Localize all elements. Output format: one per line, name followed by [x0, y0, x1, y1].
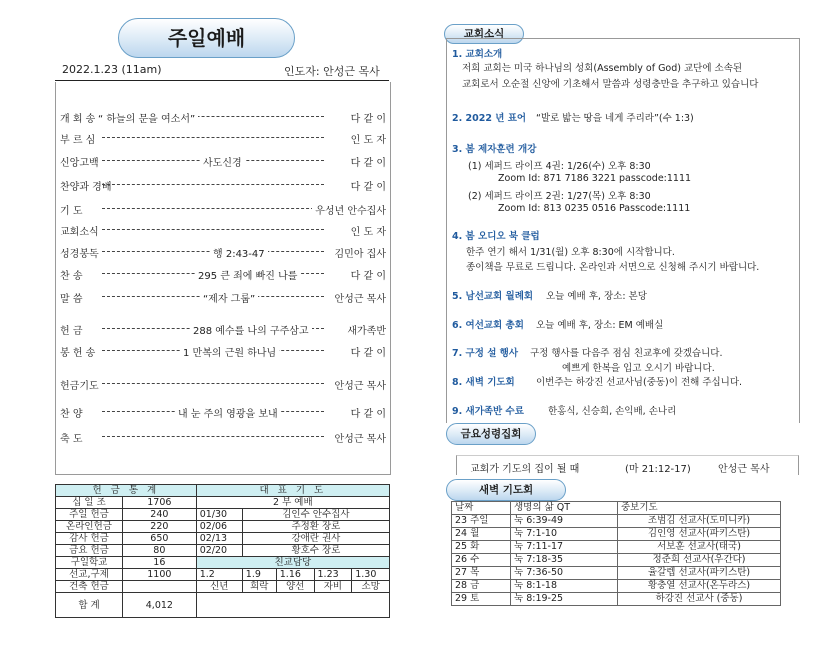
fellowship-date: 1.30 — [352, 569, 390, 581]
order-person: 다 같 이 — [348, 405, 386, 420]
order-person: 우성년 안수집사 — [312, 202, 386, 217]
order-row — [60, 131, 386, 146]
offering-value — [123, 581, 197, 593]
order-row — [60, 110, 386, 125]
order-row — [60, 245, 386, 260]
order-row — [60, 223, 386, 238]
news-item-title: 4. 봄 오디오 북 클럽 — [452, 231, 540, 242]
news-item-title: 7. 구정 설 행사 — [452, 348, 519, 359]
news-item-text: 오늘 예배 후, 장소: EM 예배실 — [536, 320, 664, 331]
dawn-intercession: 정준희 선교사(우간다) — [618, 554, 781, 567]
offering-table — [55, 484, 390, 618]
order-item: 찬 송 — [60, 271, 83, 282]
news-item-text: (1) 세퍼드 라이프 4권: 1/26(수) 오후 8:30 — [468, 161, 651, 172]
dawn-qt: 눅 8:19-25 — [511, 593, 618, 606]
order-item: 헌 금 — [60, 326, 83, 337]
order-row — [60, 178, 386, 193]
dawn-day: 29 토 — [452, 593, 511, 606]
friday-title-pill — [446, 423, 536, 445]
fellowship-team: 소망 — [352, 581, 390, 593]
order-middle: 1 만복의 근원 하나님 — [180, 344, 279, 359]
order-row — [60, 377, 386, 392]
offering-value: 16 — [123, 557, 197, 569]
fellowship-team: 희락 — [242, 581, 276, 593]
news-item-title: 2. 2022 년 표어 — [452, 113, 527, 124]
order-row — [60, 322, 386, 337]
offering-value: 650 — [123, 533, 197, 545]
order-item: 봉 헌 송 — [60, 348, 96, 359]
dawn-day: 23 주일 — [452, 515, 511, 528]
offering-total-label: 합 계 — [56, 593, 123, 618]
news-item-text: 저희 교회는 미국 하나님의 성회(Assembly of God) 교단에 소속된 — [462, 63, 743, 74]
dawn-qt: 눅 7:1-10 — [511, 528, 618, 541]
dawn-title-pill — [446, 479, 566, 501]
dawn-day: 27 목 — [452, 567, 511, 580]
dawn-qt: 눅 8:1-18 — [511, 580, 618, 593]
dawn-row — [452, 593, 781, 606]
news-item-title: 6. 여선교회 총회 — [452, 320, 524, 331]
prayer-date: 02/20 — [196, 545, 242, 557]
order-item: 개 회 송 — [60, 114, 96, 125]
friday-speaker: 안성근 목사 — [718, 464, 770, 475]
dawn-qt: 눅 7:11-17 — [511, 541, 618, 554]
news-item-text: 종이책을 무료로 드립니다. 온라인과 서면으로 신청해 주시기 바랍니다. — [466, 262, 760, 273]
order-row — [60, 405, 386, 420]
prayer-name: 강애란 권사 — [242, 533, 389, 545]
order-person: 안성근 목사 — [332, 430, 386, 445]
blank-cell — [196, 593, 389, 618]
order-person: 다 같 이 — [348, 267, 386, 282]
fellowship-date: 1.23 — [314, 569, 352, 581]
news-item-text: 오늘 예배 후, 장소: 본당 — [546, 291, 647, 302]
fellowship-team: 양선 — [276, 581, 314, 593]
offering-label: 건축 헌금 — [56, 581, 123, 593]
order-item: 찬 양 — [60, 409, 83, 420]
order-item: 말 씀 — [60, 294, 83, 305]
order-person: 새가족반 — [344, 322, 386, 337]
order-person: 다 같 이 — [348, 110, 386, 125]
fellowship-team: 자비 — [314, 581, 352, 593]
fellowship-team: 신년 — [196, 581, 242, 593]
dawn-table — [451, 501, 781, 606]
service-leader: 인도자: 안성근 목사 — [284, 65, 380, 78]
order-item: 기 도 — [60, 206, 83, 217]
order-dashes — [102, 208, 324, 209]
order-row — [60, 154, 386, 169]
news-item-text: Zoom Id: 813 0235 0516 Passcode:1111 — [498, 203, 691, 214]
offering-value: 1100 — [123, 569, 197, 581]
offering-label: 주일 헌금 — [56, 509, 123, 521]
order-middle: “ 하늘의 문을 여소서” — [95, 110, 198, 125]
fellowship-date: 1.16 — [276, 569, 314, 581]
offering-value: 80 — [123, 545, 197, 557]
prayer-date: 02/06 — [196, 521, 242, 533]
dawn-table-body — [452, 515, 781, 606]
news-item-text: 한주 연기 해서 1/31(월) 오후 8:30에 시작합니다. — [466, 247, 675, 258]
divider — [55, 80, 389, 81]
dawn-intercession: 하강진 선교사 (중동) — [618, 593, 781, 606]
news-item-text: 구정 행사를 다음주 점심 친교후에 갖겠습니다. — [530, 348, 723, 359]
dawn-intercession: 율갈렙 선교사(파키스탄) — [618, 567, 781, 580]
order-person: 안성근 목사 — [332, 377, 386, 392]
dawn-qt: 눅 6:39-49 — [511, 515, 618, 528]
order-item: 신앙고백 — [60, 158, 99, 169]
order-row — [60, 290, 386, 305]
dawn-intercession: 서보훈 선교사(태국) — [618, 541, 781, 554]
order-person: 다 같 이 — [348, 178, 386, 193]
order-item: 찬양과 경배 — [60, 182, 112, 193]
news-item-title: 9. 새가족반 수료 — [452, 406, 524, 417]
news-item-text: Zoom Id: 871 7186 3221 passcode:1111 — [498, 173, 692, 184]
order-row — [60, 267, 386, 282]
dawn-intercession: 김인영 선교사(파키스탄) — [618, 528, 781, 541]
fellowship-date: 1.9 — [242, 569, 276, 581]
order-person: 다 같 이 — [348, 154, 386, 169]
news-item-text: (2) 세퍼드 라이프 2권: 1/27(목) 오후 8:30 — [468, 191, 651, 202]
news-item-text: 교회로서 오순절 신앙에 기초해서 말씀과 성령충만을 추구하고 있습니다 — [462, 79, 759, 90]
dawn-row — [452, 541, 781, 554]
fellowship-header: 친교담당 — [196, 557, 389, 569]
order-person: 다 같 이 — [348, 344, 386, 359]
offering-label: 금요 헌금 — [56, 545, 123, 557]
prayer-name: 황호수 장로 — [242, 545, 389, 557]
fellowship-date: 1.2 — [196, 569, 242, 581]
offering-total-value: 4,012 — [123, 593, 197, 618]
order-middle: “제자 그룹” — [200, 290, 258, 305]
order-person: 인 도 자 — [348, 131, 386, 146]
dawn-day: 26 수 — [452, 554, 511, 567]
news-item-title: 5. 남선교회 월례회 — [452, 291, 534, 302]
news-item-text: 예쁘게 한복을 입고 오시기 바랍니다. — [562, 363, 715, 374]
prayer-name: 김인수 안수집사 — [242, 509, 389, 521]
order-item: 헌금기도 — [60, 381, 99, 392]
offering-value: 220 — [123, 521, 197, 533]
prayer-date: 01/30 — [196, 509, 242, 521]
order-row — [60, 202, 386, 217]
dawn-col-header: 날짜 — [452, 502, 511, 515]
news-item-text: 이번주는 하강진 선교사님(중동)이 전해 주십니다. — [536, 377, 743, 388]
dawn-row — [452, 515, 781, 528]
dawn-row — [452, 554, 781, 567]
friday-title: 금요성령집회 — [460, 428, 522, 440]
offering-label: 선교,구제 — [56, 569, 123, 581]
order-person: 인 도 자 — [348, 223, 386, 238]
friday-text: 교회가 기도의 집이 될 때 — [470, 464, 580, 475]
page-title-text: 주일예배 — [167, 26, 246, 50]
prayer-date: 02/13 — [196, 533, 242, 545]
dawn-day: 24 월 — [452, 528, 511, 541]
order-dashes — [102, 137, 324, 138]
order-middle: 행 2:43-47 — [210, 245, 268, 260]
news-title: 교회소식 — [463, 28, 505, 40]
dawn-table-wrap — [451, 501, 781, 606]
news-item-title: 3. 봄 제자훈련 개강 — [452, 144, 537, 155]
offering-label: 십 일 조 — [56, 497, 123, 509]
news-item-title: 8. 새벽 기도회 — [452, 377, 515, 388]
prayer-name: 주정환 장로 — [242, 521, 389, 533]
order-dashes — [102, 383, 324, 384]
dawn-day: 25 화 — [452, 541, 511, 554]
page-title — [118, 18, 295, 58]
order-item: 교회소식 — [60, 227, 99, 238]
offering-label: 구일학교 — [56, 557, 123, 569]
service-date: 2022.1.23 (11am) — [62, 63, 162, 76]
order-person: 김민아 집사 — [332, 245, 386, 260]
news-item-title: 1. 교회소개 — [452, 49, 503, 60]
offering-value: 240 — [123, 509, 197, 521]
order-person: 안성근 목사 — [332, 290, 386, 305]
prayer-header: 대 표 기 도 — [196, 485, 389, 497]
order-dashes — [102, 229, 324, 230]
dawn-row — [452, 567, 781, 580]
order-dashes — [102, 436, 324, 437]
news-item-text: 한홍식, 신승희, 손익배, 손나리 — [548, 406, 677, 417]
offering-table-wrap — [55, 484, 390, 618]
offering-label: 감사 헌금 — [56, 533, 123, 545]
prayer-subheader: 2 부 예배 — [196, 497, 389, 509]
dawn-col-header: 중보기도 — [618, 502, 781, 515]
order-item: 축 도 — [60, 434, 83, 445]
dawn-col-header: 생명의 삶 QT — [511, 502, 618, 515]
offering-label: 온라인헌금 — [56, 521, 123, 533]
order-item: 성경봉독 — [60, 249, 99, 260]
offering-value: 1706 — [123, 497, 197, 509]
dawn-qt: 눅 7:36-50 — [511, 567, 618, 580]
dawn-title: 새벽 기도회 — [478, 484, 534, 496]
dawn-intercession: 황충열 선교사(온두라스) — [618, 580, 781, 593]
dawn-row — [452, 528, 781, 541]
dawn-day: 28 금 — [452, 580, 511, 593]
order-middle: 사도신경 — [200, 154, 245, 169]
dawn-intercession: 조범김 선교사(도미니카) — [618, 515, 781, 528]
dawn-row — [452, 580, 781, 593]
order-dashes — [102, 184, 324, 185]
friday-ref: (마 21:12-17) — [625, 464, 691, 475]
order-row — [60, 430, 386, 445]
order-middle: 288 예수를 나의 구주삼고 — [190, 322, 312, 337]
order-middle: 내 눈 주의 영광을 보내 — [175, 405, 281, 420]
order-middle: 295 큰 죄에 빠진 나를 — [195, 267, 300, 282]
dawn-qt: 눅 7:18-35 — [511, 554, 618, 567]
offering-header: 헌 금 통 계 — [56, 485, 197, 497]
news-item-text: “발로 밟는 땅을 네게 주리라”(수 1:3) — [536, 113, 694, 124]
order-row — [60, 344, 386, 359]
order-item: 부 르 심 — [60, 135, 96, 146]
